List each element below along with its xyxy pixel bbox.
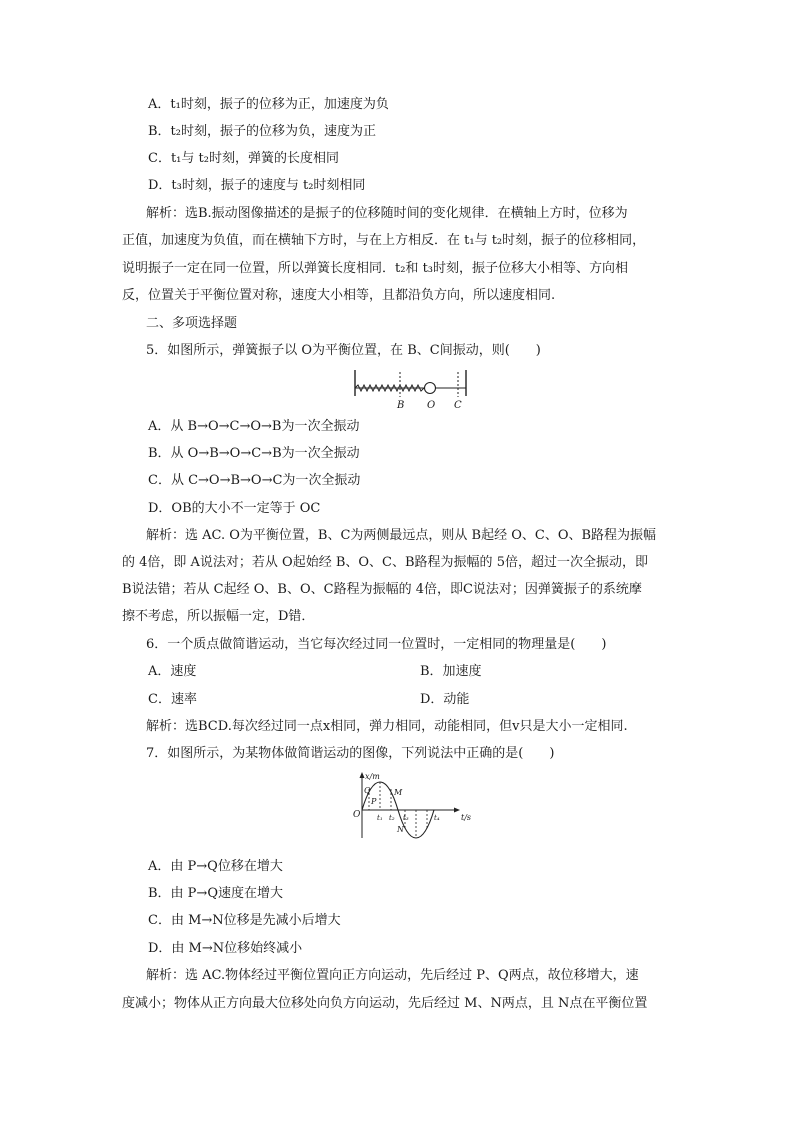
q4-analysis-line-4: 反，位置关于平衡位置对称，速度大小相等，且都沿负方向，所以速度相同. [122, 288, 556, 303]
q5-analysis-line-3: B说法错；若从 C起经 O、B、O、C路程为振幅的 4倍，即C说法对；因弹簧振子的系统摩 [122, 582, 642, 597]
tick-t2: t₂ [389, 814, 395, 822]
point-p-label: P [371, 797, 377, 806]
oscillator-ball [425, 383, 436, 394]
displacement-time-graph [350, 770, 482, 842]
q7-option-a: A．由 P→Q位移在增大 [148, 859, 283, 874]
point-n-label: N [397, 825, 404, 834]
q7-option-b: B．由 P→Q速度在增大 [148, 886, 283, 901]
y-axis-label: x/m [365, 772, 380, 781]
label-o: O [427, 400, 436, 411]
section-heading: 二、多项选择题 [146, 316, 238, 331]
q7-stem: 7．如图所示，为某物体做简谐运动的图像，下列说法中正确的是( ) [146, 746, 555, 761]
q4-option-d: D．t₃时刻，振子的速度与 t₂时刻相同 [148, 178, 366, 193]
q5-analysis-line-1: 解析：选 AC. O为平衡位置，B、C为两侧最远点，则从 B起经 O、C、O、B路程为振幅 [146, 528, 657, 543]
label-c: C [454, 400, 462, 411]
q7-analysis-line-2: 度减小；物体从正方向最大位移处向负方向运动，先后经过 M、N两点，且 N点在平衡位置 [122, 996, 648, 1011]
spring-coil [355, 385, 424, 391]
q7-option-d: D．由 M→N位移始终减小 [148, 941, 303, 956]
y-axis-arrow [360, 772, 365, 778]
q4-analysis-line-1: 解析：选B.振动图像描述的是振子的位移随时间的变化规律．在横轴上方时，位移为 [146, 206, 628, 221]
q5-analysis-line-2: 的 4倍，即 A说法对；若从 O起始经 B、O、C、B路程为振幅的 5倍，超过一次全振动，即 [122, 555, 648, 570]
tick-t4: t₄ [434, 814, 440, 822]
q6-analysis: 解析：选BCD.每次经过同一点x相同，弹力相同，动能相同，但v只是大小一定相同. [146, 719, 628, 734]
q5-analysis-line-4: 擦不考虑，所以振幅一定，D错． [122, 609, 315, 624]
q7-option-c: C．由 M→N位移是先减小后增大 [148, 913, 341, 928]
q4-analysis-line-2: 正值，加速度为负值，而在横轴下方时，与在上方相反．在 t₁与 t₂时刻，振子的位移相同， [122, 233, 646, 248]
x-axis-label: t/s [461, 813, 472, 822]
q5-option-c: C．从 C→O→B→O→C为一次全振动 [148, 473, 361, 488]
label-b: B [397, 400, 405, 411]
point-q-label: Q [364, 786, 371, 795]
q6-option-d: D．动能 [420, 692, 470, 707]
x-axis-arrow [454, 808, 460, 813]
q4-option-b: B．t₂时刻，振子的位移为负，速度为正 [148, 124, 376, 139]
q5-option-a: A．从 B→O→C→O→B为一次全振动 [148, 419, 360, 434]
q6-option-c: C．速率 [148, 692, 197, 707]
q5-option-b: B．从 O→B→O→C→B为一次全振动 [148, 446, 360, 461]
q7-analysis-line-1: 解析：选 AC.物体经过平衡位置向正方向运动，先后经过 P、Q两点，故位移增大，速 [146, 968, 639, 983]
q5-option-d: D．OB的大小不一定等于 OC [148, 501, 321, 516]
q5-stem: 5．如图所示，弹簧振子以 O为平衡位置，在 B、C间振动，则( ) [146, 343, 541, 358]
spring-oscillator-figure [348, 364, 478, 412]
q4-option-a: A．t₁时刻，振子的位移为正，加速度为负 [148, 97, 389, 112]
tick-t1: t₁ [377, 814, 383, 822]
q6-stem: 6．一个质点做简谐运动，当它每次经过同一位置时，一定相同的物理量是( ) [146, 637, 607, 652]
origin-label: O [353, 810, 361, 820]
q4-analysis-line-3: 说明振子一定在同一位置，所以弹簧长度相同．t₂和 t₃时刻，振子位移大小相等、方向相 [122, 261, 629, 276]
q6-option-b: B．加速度 [420, 664, 482, 679]
point-m-label: M [394, 788, 403, 797]
tick-t3: t₃ [403, 814, 409, 822]
q4-option-c: C．t₁与 t₂时刻，弹簧的长度相同 [148, 151, 339, 166]
q6-option-a: A．速度 [148, 664, 197, 679]
